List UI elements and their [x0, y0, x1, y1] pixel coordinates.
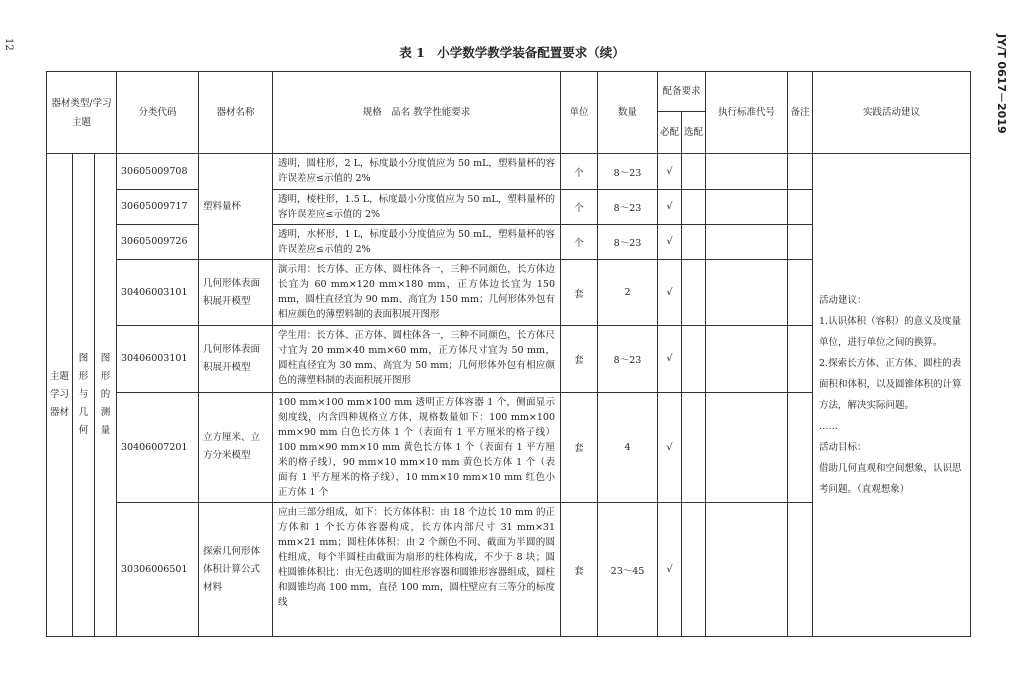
required-cell: √ [658, 224, 682, 259]
unit-cell: 个 [561, 189, 598, 224]
optional-cell [682, 503, 706, 637]
standard-cell [706, 326, 788, 392]
spec-cell: 学生用：长方体、正方体、圆柱体各一，三种不同颜色，长方体尺寸宜为 20 mm×40 mm×60 mm，正方体尺寸宜为 50 mm，圆柱直径宜为 30 mm、高宜为 50 mm；几何形体外包有相应颜色的薄塑料制的表面积展开图形 [273, 326, 561, 392]
spec-cell: 透明，圆柱形，2 L，标度最小分度值应为 50 mL，塑料量杯的容许误差应≤示值的 2% [273, 154, 561, 189]
header-practice: 实践活动建议 [813, 72, 971, 154]
header-required: 必配 [658, 112, 682, 154]
optional-cell [682, 326, 706, 392]
required-cell: √ [658, 503, 682, 637]
header-code: 分类代码 [117, 72, 199, 154]
spec-cell: 演示用：长方体、正方体、圆柱体各一，三种不同颜色，长方体边长宜为 60 mm×120 mm×180 mm，正方体边长宜为 150 mm，圆柱直径宜为 90 mm、高宜为 150 mm；几何形体外包有相应颜色的薄塑料制的表面积展开图形 [273, 259, 561, 325]
spec-cell: 透明，棱柱形，1.5 L，标度最小分度值应为 50 mL，塑料量杯的容许误差应≤示值的 2% [273, 189, 561, 224]
name-cell: 塑料量杯 [199, 154, 273, 260]
note-cell [788, 392, 813, 503]
name-cell: 立方厘米、立方分米模型 [199, 392, 273, 503]
quantity-cell: 8～23 [598, 224, 658, 259]
practice-line: 借助几何直观和空间想象，认识思考问题。（直观想象） [819, 463, 962, 496]
required-cell: √ [658, 189, 682, 224]
practice-cell [813, 154, 971, 637]
note-cell [788, 154, 813, 189]
optional-cell [682, 154, 706, 189]
standard-cell [706, 259, 788, 325]
note-cell [788, 503, 813, 637]
header-optional: 选配 [682, 112, 706, 154]
header-note: 备注 [788, 72, 813, 154]
required-cell: √ [658, 154, 682, 189]
standard-cell [706, 189, 788, 224]
table-row [47, 154, 971, 189]
practice-line: …… [819, 421, 839, 433]
name-cell: 几何形体表面积展开模型 [199, 259, 273, 325]
unit-cell: 套 [561, 259, 598, 325]
standard-cell [706, 154, 788, 189]
header-config: 配备要求 [658, 72, 706, 112]
code-cell: 30605009717 [117, 189, 199, 224]
page-number: 12 [3, 38, 14, 51]
optional-cell [682, 392, 706, 503]
equipment-table [46, 71, 971, 637]
quantity-cell: 2 [598, 259, 658, 325]
standard-cell [706, 224, 788, 259]
note-cell [788, 259, 813, 325]
unit-cell: 套 [561, 326, 598, 392]
name-cell: 几何形体表面积展开模型 [199, 326, 273, 392]
quantity-cell: 8～23 [598, 189, 658, 224]
quantity-cell: 8～23 [598, 154, 658, 189]
optional-cell [682, 224, 706, 259]
quantity-cell: 8～23 [598, 326, 658, 392]
code-cell: 30605009726 [117, 224, 199, 259]
header-quantity: 数量 [598, 72, 658, 154]
standard-code: JY/T 0617－2019 [995, 34, 1008, 134]
optional-cell [682, 189, 706, 224]
standard-cell [706, 503, 788, 637]
code-cell: 30406007201 [117, 392, 199, 503]
header-spec: 规格 品名 教学性能要求 [273, 72, 561, 154]
note-cell [788, 224, 813, 259]
practice-line: 1.认识体积（容积）的意义及度量单位，进行单位之间的换算。 [819, 316, 962, 349]
spec-cell: 100 mm×100 mm×100 mm 透明正方体容器 1 个，侧面显示刻度线，内含四种规格立方体，规格数量如下：100 mm×100 mm×90 mm 白色长方体 1 个（表面有 1 平方厘米的格子线）100 mm×90 mm×10 mm 黄色长方体 1 个（表面有 1 平方厘米的格子线），90 mm×10 mm×10 mm 黄色长方体 1 个（表面有 1 平方厘米的格子线），10 mm×10 mm×10 mm 红色小正方体 1 个 [273, 392, 561, 503]
header-name: 器材名称 [199, 72, 273, 154]
note-cell [788, 189, 813, 224]
quantity-cell: 23～45 [598, 503, 658, 637]
name-cell: 探索几何形体体积计算公式材料 [199, 503, 273, 637]
quantity-cell: 4 [598, 392, 658, 503]
header-category: 器材类型/学习主题 [47, 72, 117, 154]
unit-cell: 个 [561, 154, 598, 189]
spec-cell: 应由三部分组成，如下：长方体体积：由 18 个边长 10 mm 的正方体和 1 个长方体容器构成，长方体内部尺寸 31 mm×31 mm×21 mm；圆柱体体积：由 2 个颜色不同、截面为半圆的圆柱组成，每个半圆柱由截面为扇形的柱体构成，不少于 8 块；圆柱圆锥体积比：由无色透明的圆柱形容器和圆锥形容器组成，圆柱和圆锥均高 100 mm，直径 100 mm，圆柱壁应有三等分的标度线 [273, 503, 561, 637]
header-standard: 执行标准代号 [706, 72, 788, 154]
standard-cell [706, 392, 788, 503]
unit-cell: 套 [561, 392, 598, 503]
unit-cell: 个 [561, 224, 598, 259]
code-cell: 30406003101 [117, 326, 199, 392]
category-level1: 主题学习器材 [47, 154, 73, 637]
code-cell: 30605009708 [117, 154, 199, 189]
practice-line: 2.探索长方体、正方体、圆柱的表面积和体积，以及圆锥体积的计算方法，解决实际问题。 [819, 358, 962, 412]
spec-cell: 透明，水杯形，1 L，标度最小分度值应为 50 mL，塑料量杯的容许误差应≤示值的 2% [273, 224, 561, 259]
table-title: 表 1 小学数学教学装备配置要求（续） [399, 45, 625, 60]
unit-cell: 套 [561, 503, 598, 637]
required-cell: √ [658, 259, 682, 325]
category-level3: 图形的测量 [95, 154, 117, 637]
practice-line: 活动建议： [819, 295, 867, 307]
required-cell: √ [658, 326, 682, 392]
header-unit: 单位 [561, 72, 598, 154]
category-level2: 图形与几何 [73, 154, 95, 637]
code-cell: 30306006501 [117, 503, 199, 637]
practice-line: 活动目标： [819, 442, 867, 454]
optional-cell [682, 259, 706, 325]
note-cell [788, 326, 813, 392]
code-cell: 30406003101 [117, 259, 199, 325]
required-cell: √ [658, 392, 682, 503]
